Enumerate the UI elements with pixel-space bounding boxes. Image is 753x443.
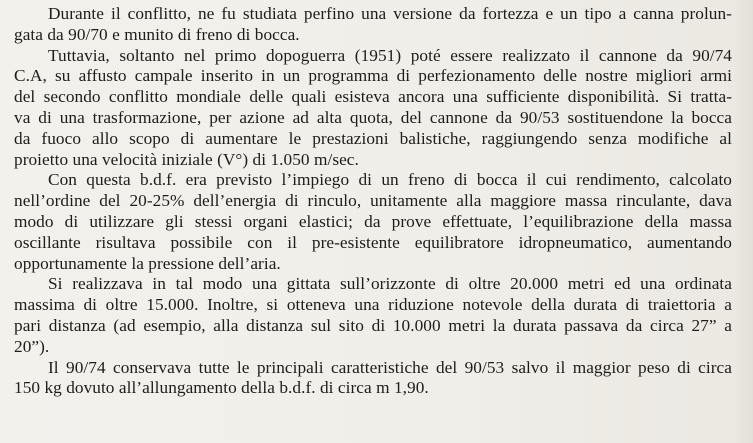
text-line: oscillante risultava possibile con il pre-esistente equilibratore idropneumatico, aumentando	[14, 232, 732, 252]
text-line: va di una trasformazione, per azione ad alta quota, del cannone da 90/53 sostituendone la bocca	[14, 107, 732, 127]
text-line: proietto una velocità iniziale (V°) di 1.050 m/sec.	[14, 149, 359, 169]
paragraph-3	[14, 170, 732, 274]
text-line: pari distanza (ad esempio, alla distanza sul sito di 10.000 metri la durata passava da circa 27” a	[14, 315, 732, 335]
paragraph-4	[14, 274, 732, 357]
text-line: Si realizzava in tal modo una gittata sull’orizzonte di oltre 20.000 metri ed una ordinata	[48, 274, 732, 294]
text-line: 20”).	[14, 336, 50, 356]
text-line: gata da 90/70 e munito di freno di bocca.	[14, 24, 300, 44]
text-line: modo di utilizzare gli stessi organi elastici; da prove effettuate, l’equilibrazione della massa	[14, 211, 732, 231]
text-line: C.A, su affusto campale inserito in un programma di perfezionamento delle nostre migliori armi	[14, 66, 732, 86]
text-line: Il 90/74 conservava tutte le principali caratteristiche del 90/53 salvo il maggior peso di circa	[48, 357, 732, 377]
text-line: Durante il conflitto, ne fu studiata perfino una versione da fortezza e un tipo a canna prolun-	[48, 4, 732, 23]
text-line: del secondo conflitto mondiale delle quali esisteva ancora una sufficiente disponibilità. Si tratta-	[14, 87, 732, 107]
body-text	[14, 4, 732, 399]
text-line: da fuoco allo scopo di aumentare le prestazioni balistiche, raggiungendo senza modifiche al	[14, 128, 732, 148]
text-line: 150 kg dovuto all’allungamento della b.d.f. di circa m 1,90.	[14, 378, 429, 398]
paragraph-2	[14, 46, 732, 171]
text-line: Tuttavia, soltanto nel primo dopoguerra (1951) poté essere realizzato il cannone da 90/74	[48, 45, 732, 65]
paragraph-1	[14, 4, 732, 46]
text-line: nell’ordine del 20-25% dell’energia di rinculo, unitamente alla maggiore massa rinculante, dava	[14, 191, 732, 211]
page-edge-shadow	[733, 0, 753, 443]
text-line: opportunamente la pressione dell’aria.	[14, 253, 281, 273]
paragraph-5	[14, 358, 732, 400]
text-line: massima di oltre 15.000. Inoltre, si otteneva una riduzione notevole della durata di traiettoria a	[14, 295, 732, 315]
text-line: Con questa b.d.f. era previsto l’impiego di un freno di bocca il cui rendimento, calcolato	[48, 170, 732, 190]
